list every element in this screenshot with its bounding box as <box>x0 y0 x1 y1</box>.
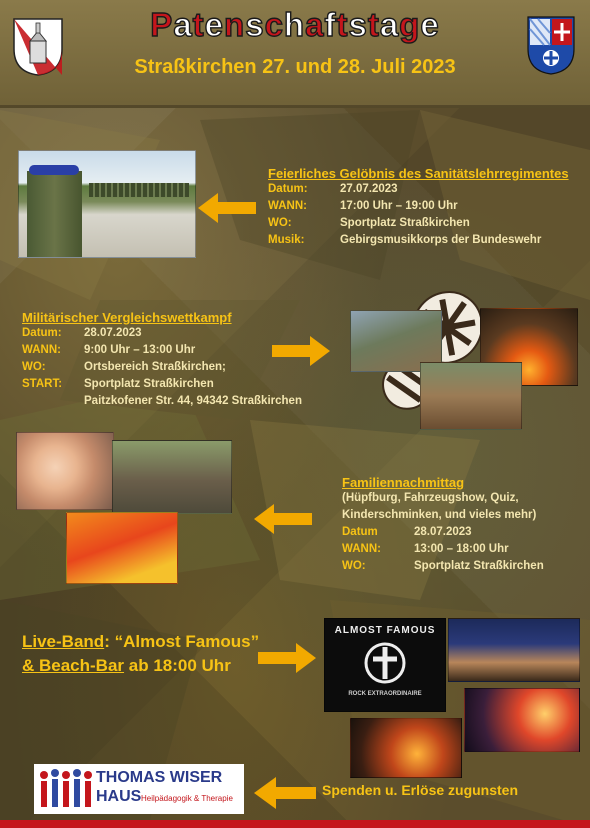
band-logo-bottom: ROCK EXTRAORDINAIRE <box>348 691 422 697</box>
crowd-photo <box>112 440 232 514</box>
cross-emblem-icon <box>363 641 407 685</box>
bottom-bar <box>0 820 590 828</box>
band-logo-top: ALMOST FAMOUS <box>334 625 436 636</box>
event-competition-time: WANN: 9:00 Uhr – 13:00 Uhr <box>22 344 196 356</box>
sponsor-tagline: Heilpädagogik & Therapie <box>141 794 233 803</box>
event-family-extra-2: Kinderschminken, und vieles mehr) <box>342 509 537 521</box>
event-pledge-location: WO: Sportplatz Straßkirchen <box>268 217 470 229</box>
event-family-extra-1: (Hüpfburg, Fahrzeugshow, Quiz, <box>342 492 519 504</box>
event-competition-address: Paitzkofener Str. 44, 94342 Straßkirchen <box>84 395 302 407</box>
event-competition-start: START: Sportplatz Straßkirchen <box>22 378 214 390</box>
campfire-photo <box>350 718 462 778</box>
event-family-title: Familiennachmittag <box>342 475 465 490</box>
arrow-left-icon <box>198 193 258 223</box>
arrow-left-icon <box>254 777 318 809</box>
band-announcement <box>22 630 262 678</box>
donation-text: Spenden u. Erlöse zugunsten <box>322 782 519 798</box>
event-pledge-title: Feierliches Gelöbnis des Sanitätslehrregimentes <box>268 166 569 181</box>
event-pledge-music: Musik: Gebirgsmusikkorps der Bundeswehr <box>268 234 542 246</box>
event-pledge-time: WANN: 17:00 Uhr – 19:00 Uhr <box>268 200 458 212</box>
band-line-2: & Beach-Bar ab 18:00 Uhr <box>22 656 231 675</box>
event-competition-location: WO: Ortsbereich Straßkirchen; <box>22 361 226 373</box>
competition-collage <box>350 282 580 432</box>
event-family-time: WANN: 13:00 – 18:00 Uhr <box>342 543 509 555</box>
arrow-right-icon <box>256 643 316 673</box>
event-family <box>342 475 582 575</box>
page-title: Patenschaftstage <box>150 6 440 43</box>
event-pledge <box>268 166 578 249</box>
band-logo <box>324 618 446 712</box>
bouncy-castle-photo <box>66 512 178 584</box>
sponsor-name-line1: THOMAS WISER <box>96 769 223 786</box>
event-family-date: Datum 28.07.2023 <box>342 526 472 538</box>
people-icon <box>38 767 94 811</box>
sponsor-logo <box>34 764 244 814</box>
arrow-left-icon <box>254 504 314 534</box>
event-competition-date: Datum: 28.07.2023 <box>22 327 142 339</box>
arrow-right-icon <box>270 336 330 366</box>
band-collage <box>324 618 580 778</box>
sponsor-name-line2: HAUS <box>96 788 142 805</box>
family-collage <box>16 432 234 584</box>
pledge-ceremony-photo <box>18 150 196 258</box>
event-family-location: WO: Sportplatz Straßkirchen <box>342 560 544 572</box>
stage-lights-photo <box>464 688 580 752</box>
event-competition-title: Militärischer Vergleichswettkampf <box>22 310 232 325</box>
mud-crawl-photo <box>420 362 522 430</box>
page-subtitle: Straßkirchen 27. und 28. Juli 2023 <box>134 56 456 78</box>
night-stage-photo <box>448 618 580 682</box>
event-pledge-date: Datum: 27.07.2023 <box>268 183 398 195</box>
band-line-1: Live-Band: “Almost Famous” <box>22 632 260 651</box>
face-paint-photo <box>16 432 114 510</box>
